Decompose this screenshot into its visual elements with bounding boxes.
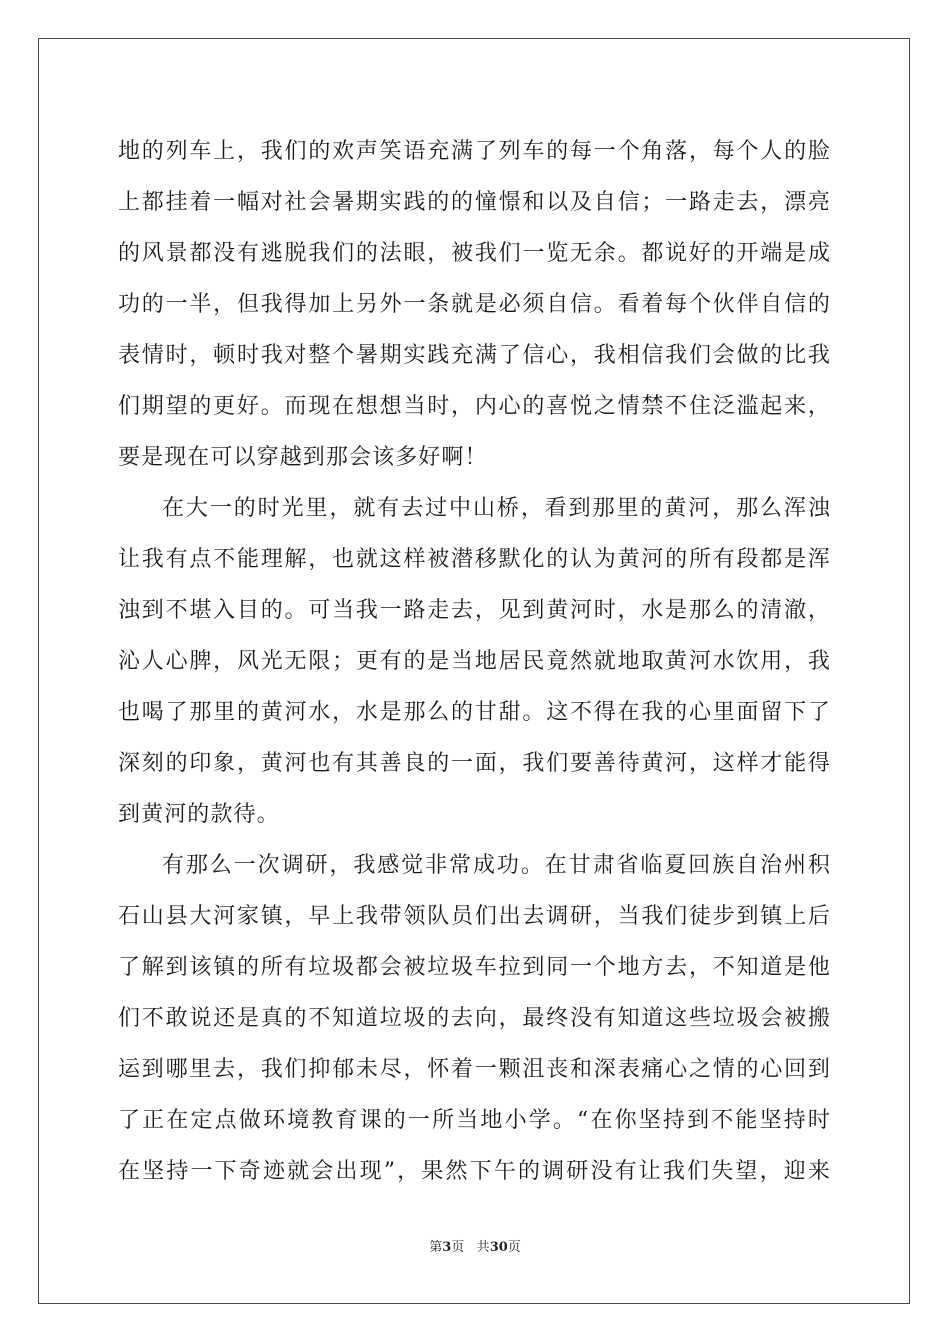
paragraph-first-line: 在大一的时光里，就有去过中山桥，看到那里的黄河，那么浑浊 <box>162 496 831 521</box>
document-body <box>118 130 831 1201</box>
text-line: 了正在定点做环境教育课的一所当地小学。“在你坚持到不能坚持时 <box>118 1108 831 1133</box>
footer-total-prefix: 共 <box>476 1240 490 1255</box>
text-line: 要是现在可以穿越到那会该多好啊！ <box>118 445 488 470</box>
footer-total-suffix: 页 <box>507 1240 521 1255</box>
text-line: 也喝了那里的黄河水，水是那么的甘甜。这不得在我的心里面留下了 <box>118 700 831 725</box>
text-line: 沁人心脾，风光无限；更有的是当地居民竟然就地取黄河水饮用，我 <box>118 649 831 674</box>
footer-prefix: 第 <box>429 1240 443 1255</box>
page-number: 3 <box>442 1240 452 1255</box>
paragraph-first-line: 有那么一次调研，我感觉非常成功。在甘肃省临夏回族自治州积 <box>162 853 831 878</box>
text-line: 的风景都没有逃脱我们的法眼，被我们一览无余。都说好的开端是成 <box>118 241 831 266</box>
text-line: 浊到不堪入目的。可当我一路走去，见到黄河时，水是那么的清澈， <box>118 598 831 623</box>
footer-page-suffix: 页 <box>451 1240 465 1255</box>
text-line: 深刻的印象，黄河也有其善良的一面，我们要善待黄河，这样才能得 <box>118 751 831 776</box>
text-line: 了解到该镇的所有垃圾都会被垃圾车拉到同一个地方去，不知道是他 <box>118 955 831 980</box>
text-line: 地的列车上，我们的欢声笑语充满了列车的每一个角落，每个人的脸 <box>118 139 831 164</box>
text-line: 石山县大河家镇，早上我带领队员们出去调研，当我们徒步到镇上后 <box>118 904 831 929</box>
text-line: 到黄河的款待。 <box>118 802 280 827</box>
text-line: 表情时，顿时我对整个暑期实践充满了信心，我相信我们会做的比我 <box>118 343 831 368</box>
text-line: 在坚持一下奇迹就会出现”，果然下午的调研没有让我们失望，迎来 <box>118 1159 831 1184</box>
text-line: 运到哪里去，我们抑郁未尽，怀着一颗沮丧和深表痛心之情的心回到 <box>118 1057 831 1082</box>
text-line: 让我有点不能理解，也就这样被潜移默化的认为黄河的所有段都是浑 <box>118 547 831 572</box>
page-footer <box>0 1236 950 1255</box>
text-line: 功的一半，但我得加上另外一条就是必须自信。看着每个伙伴自信的 <box>118 292 831 317</box>
text-line: 上都挂着一幅对社会暑期实践的的憧憬和以及自信；一路走去，漂亮 <box>118 190 831 215</box>
total-pages: 30 <box>489 1240 508 1255</box>
text-line: 们期望的更好。而现在想想当时，内心的喜悦之情禁不住泛滥起来， <box>118 394 831 419</box>
text-line: 们不敢说还是真的不知道垃圾的去向，最终没有知道这些垃圾会被搬 <box>118 1006 831 1031</box>
